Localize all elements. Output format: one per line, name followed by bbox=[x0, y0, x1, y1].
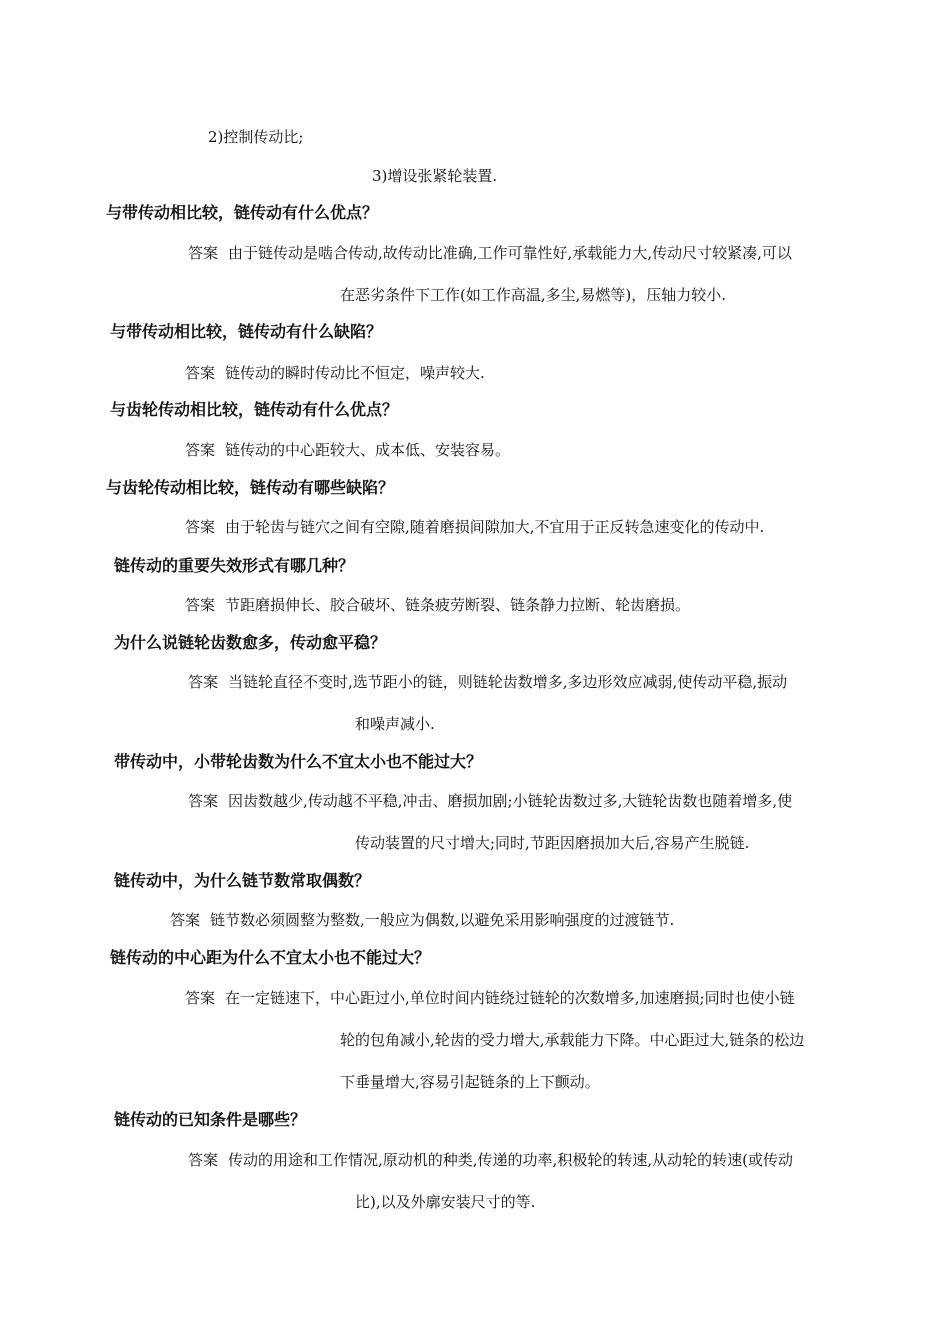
answer-9-line-1 bbox=[185, 988, 795, 1008]
question-1: 与带传动相比较，链传动有什么优点？ bbox=[106, 203, 379, 222]
answer-text: 节距磨损伸长、胶合破坏、链条疲劳断裂、链条静力拉断、轮齿磨损。 bbox=[225, 596, 691, 614]
answer-label: 答案 bbox=[185, 518, 216, 536]
answer-6-line-1 bbox=[188, 672, 787, 692]
question-3: 与齿轮传动相比较，链传动有什么优点？ bbox=[110, 400, 399, 419]
question-5: 链传动的重要失效形式有哪几种？ bbox=[114, 556, 355, 575]
question-9: 链传动的中心距为什么不宜太小也不能过大？ bbox=[110, 948, 431, 967]
question-10: 链传动的已知条件是哪些？ bbox=[114, 1110, 307, 1129]
answer-label: 答案 bbox=[185, 364, 216, 382]
answer-text: 当链轮直径不变时,选节距小的链，则链轮齿数增多,多边形效应减弱,使传动平稳,振动 bbox=[228, 673, 788, 691]
intro-item-3: 3)增设张紧轮装置. bbox=[372, 167, 498, 185]
answer-text: 因齿数越少,传动越不平稳,冲击、磨损加剧;小链轮齿数过多,大链轮齿数也随着增多,使 bbox=[228, 792, 793, 810]
answer-2-line-1 bbox=[185, 363, 485, 383]
answer-text: 链传动的中心距较大、成本低、安装容易。 bbox=[225, 441, 511, 459]
answer-text: 链节数必须圆整为整数,一般应为偶数,以避免采用影响强度的过渡链节. bbox=[210, 911, 675, 929]
answer-9-line-2: 轮的包角减小,轮齿的受力增大,承载能力下降。中心距过大,链条的松边 bbox=[340, 1031, 805, 1049]
answer-3-line-1 bbox=[185, 440, 510, 460]
answer-9-line-3: 下垂量增大,容易引起链条的上下颤动。 bbox=[340, 1073, 600, 1091]
answer-label: 答案 bbox=[188, 1151, 219, 1169]
answer-label: 答案 bbox=[185, 989, 216, 1007]
answer-label: 答案 bbox=[188, 244, 219, 262]
answer-label: 答案 bbox=[185, 596, 216, 614]
question-7: 带传动中，小带轮齿数为什么不宜太小也不能过大？ bbox=[114, 752, 483, 771]
answer-10-line-1 bbox=[188, 1150, 793, 1170]
answer-8-line-1 bbox=[170, 910, 674, 930]
answer-5-line-1 bbox=[185, 595, 690, 615]
answer-label: 答案 bbox=[170, 911, 201, 929]
intro-item-2: 2)控制传动比; bbox=[208, 128, 304, 146]
answer-text: 在一定链速下，中心距过小,单位时间内链绕过链轮的次数增多,加速磨损;同时也使小链 bbox=[225, 989, 795, 1007]
answer-1-line-1 bbox=[188, 243, 792, 263]
answer-text: 传动的用途和工作情况,原动机的种类,传递的功率,积极轮的转速,从动轮的转速(或传动 bbox=[228, 1151, 793, 1169]
answer-4-line-1 bbox=[185, 517, 764, 537]
answer-text: 由于链传动是啮合传动,故传动比准确,工作可靠性好,承载能力大,传动尺寸较紧凑,可以 bbox=[228, 244, 792, 262]
answer-10-line-2: 比),以及外廓安装尺寸的等. bbox=[355, 1193, 536, 1211]
answer-label: 答案 bbox=[188, 792, 219, 810]
answer-7-line-1 bbox=[188, 791, 792, 811]
question-6: 为什么说链轮齿数愈多，传动愈平稳？ bbox=[114, 633, 387, 652]
answer-1-line-2: 在恶劣条件下工作(如工作高温,多尘,易燃等)，压轴力较小. bbox=[340, 286, 727, 304]
answer-text: 由于轮齿与链穴之间有空隙,随着磨损间隙加大,不宜用于正反转急速变化的传动中. bbox=[225, 518, 765, 536]
answer-7-line-2: 传动装置的尺寸增大;同时,节距因磨损加大后,容易产生脱链. bbox=[355, 834, 750, 852]
answer-6-line-2: 和噪声减小. bbox=[355, 715, 435, 733]
question-2: 与带传动相比较，链传动有什么缺陷？ bbox=[110, 322, 383, 341]
question-4: 与齿轮传动相比较，链传动有哪些缺陷？ bbox=[106, 478, 395, 497]
answer-label: 答案 bbox=[188, 673, 219, 691]
answer-text: 链传动的瞬时传动比不恒定，噪声较大. bbox=[225, 364, 485, 382]
answer-label: 答案 bbox=[185, 441, 216, 459]
question-8: 链传动中，为什么链节数常取偶数？ bbox=[114, 871, 371, 890]
